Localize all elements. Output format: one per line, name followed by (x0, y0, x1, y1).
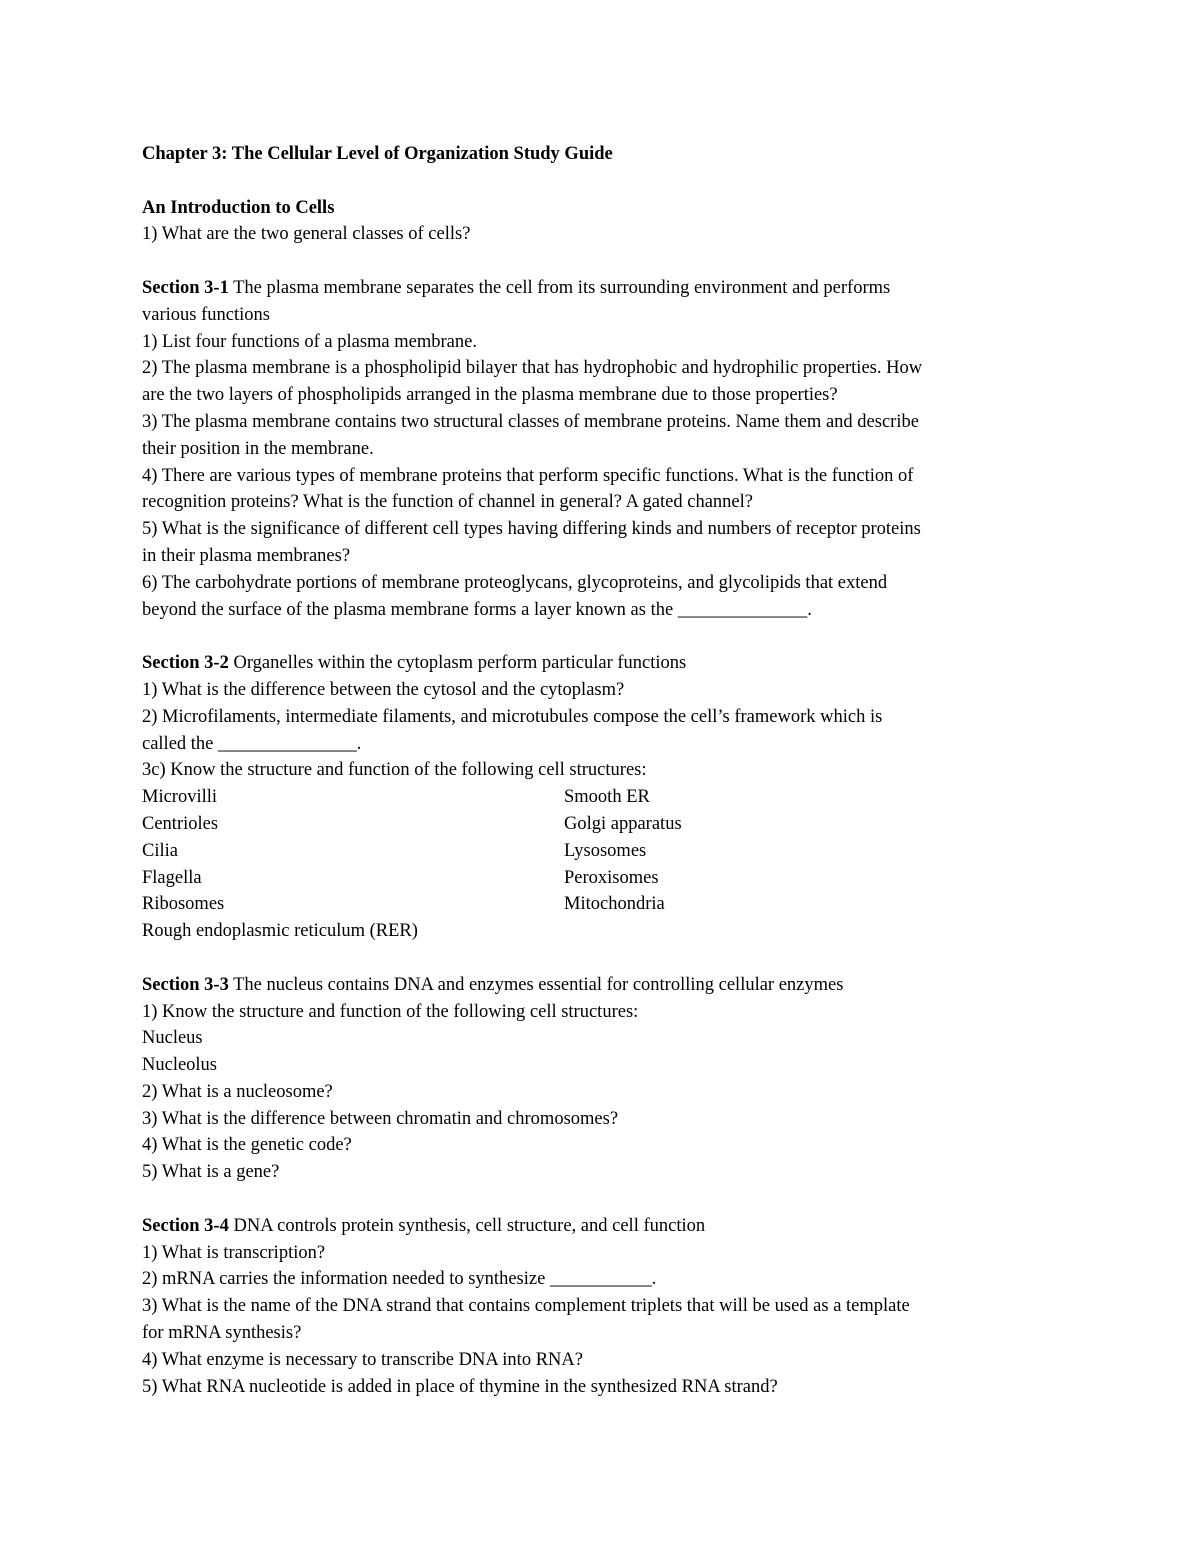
section-3-1-line: are the two layers of phospholipids arranged in the plasma membrane due to those properties? (142, 385, 838, 406)
structure-item: Peroxisomes (564, 867, 659, 888)
section-3-4-line: 3) What is the name of the DNA strand that contains complement triplets that will be used as a template (142, 1296, 910, 1317)
section-3-1-line: in their plasma membranes? (142, 545, 351, 566)
section-3-3-line: Nucleus (142, 1028, 203, 1049)
section-3-1-line: 2) The plasma membrane is a phospholipid bilayer that has hydrophobic and hydrophilic properties. How (142, 358, 923, 379)
spacer (142, 1186, 1062, 1213)
structure-item: Cilia (142, 840, 178, 861)
structure-item: Ribosomes (142, 894, 225, 915)
structure-item: Golgi apparatus (564, 813, 682, 834)
spacer (142, 248, 1062, 275)
section-3-3-line: 1) Know the structure and function of the following cell structures: (142, 1001, 639, 1022)
section-3-3-heading-text: The nucleus contains DNA and enzymes essential for controlling cellular enzymes (228, 974, 844, 995)
section-3-4-line: 1) What is transcription? (142, 1242, 326, 1263)
section-3-2-label: Section 3-2 (142, 653, 229, 674)
section-3-3-line: 2) What is a nucleosome? (142, 1081, 333, 1102)
section-3-2-line: 1) What is the difference between the cytosol and the cytoplasm? (142, 679, 625, 700)
section-3-3-line: Nucleolus (142, 1055, 218, 1076)
section-3-3-label: Section 3-3 (142, 974, 229, 995)
section-3-4-heading (142, 1213, 1062, 1240)
section-3-4-label: Section 3-4 (142, 1215, 229, 1236)
section-3-1-line: 6) The carbohydrate portions of membrane proteoglycans, glycoproteins, and glycolipids that extend (142, 572, 888, 593)
study-guide-page (142, 141, 1062, 1400)
section-3-1-heading-text: The plasma membrane separates the cell from its surrounding environment and performs (228, 277, 891, 298)
section-3-4-line: for mRNA synthesis? (142, 1323, 302, 1344)
section-3-1-heading (142, 275, 1062, 302)
section-3-2-heading-text: Organelles within the cytoplasm perform particular functions (228, 653, 687, 674)
structure-item (564, 918, 1062, 945)
section-3-4-heading-text: DNA controls protein synthesis, cell structure, and cell function (228, 1215, 706, 1236)
structure-item: Flagella (142, 867, 202, 888)
structure-item: Rough endoplasmic reticulum (RER) (142, 921, 418, 942)
structure-item: Microvilli (142, 787, 218, 808)
structure-item: Mitochondria (564, 894, 665, 915)
intro-question-1: 1) What are the two general classes of cells? (142, 224, 471, 245)
section-3-1-line: 5) What is the significance of different cell types having differing kinds and numbers of receptor proteins (142, 519, 921, 540)
section-3-2-line: 2) Microfilaments, intermediate filaments, and microtubules compose the cell’s framework which is (142, 706, 883, 727)
section-3-1-label: Section 3-1 (142, 277, 229, 298)
cell-structures-list (142, 784, 1062, 945)
section-3-1-line: 4) There are various types of membrane proteins that perform specific functions. What is the function of (142, 465, 914, 486)
section-3-4-line: 4) What enzyme is necessary to transcribe DNA into RNA? (142, 1349, 583, 1370)
section-3-4-line: 5) What RNA nucleotide is added in place of thymine in the synthesized RNA strand? (142, 1376, 778, 1397)
section-3-3-heading (142, 972, 1062, 999)
structure-item: Lysosomes (564, 840, 647, 861)
section-3-3-line: 5) What is a gene? (142, 1162, 280, 1183)
section-3-1-line: their position in the membrane. (142, 438, 374, 459)
spacer (142, 168, 1062, 195)
section-3-3-line: 4) What is the genetic code? (142, 1135, 352, 1156)
section-3-1-line: 3) The plasma membrane contains two structural classes of membrane proteins. Name them and describe (142, 411, 919, 432)
document-title: Chapter 3: The Cellular Level of Organization Study Guide (142, 144, 613, 164)
section-3-1-line: beyond the surface of the plasma membrane forms a layer known as the ______________. (142, 599, 812, 620)
section-3-3-line: 3) What is the difference between chromatin and chromosomes? (142, 1108, 619, 1129)
section-3-2-heading (142, 650, 1062, 677)
section-3-1-line: 1) List four functions of a plasma membrane. (142, 331, 477, 352)
structure-item: Centrioles (142, 813, 219, 834)
section-3-2-line: 3c) Know the structure and function of the following cell structures: (142, 760, 647, 781)
spacer (142, 945, 1062, 972)
section-3-4-line: 2) mRNA carries the information needed to synthesize ___________. (142, 1269, 657, 1290)
section-3-1-line: recognition proteins? What is the function of channel in general? A gated channel? (142, 492, 753, 513)
section-3-1-heading-cont: various functions (142, 304, 270, 325)
spacer (142, 623, 1062, 650)
structure-item: Smooth ER (564, 787, 650, 808)
intro-heading: An Introduction to Cells (142, 197, 335, 218)
section-3-2-line: called the _______________. (142, 733, 362, 754)
